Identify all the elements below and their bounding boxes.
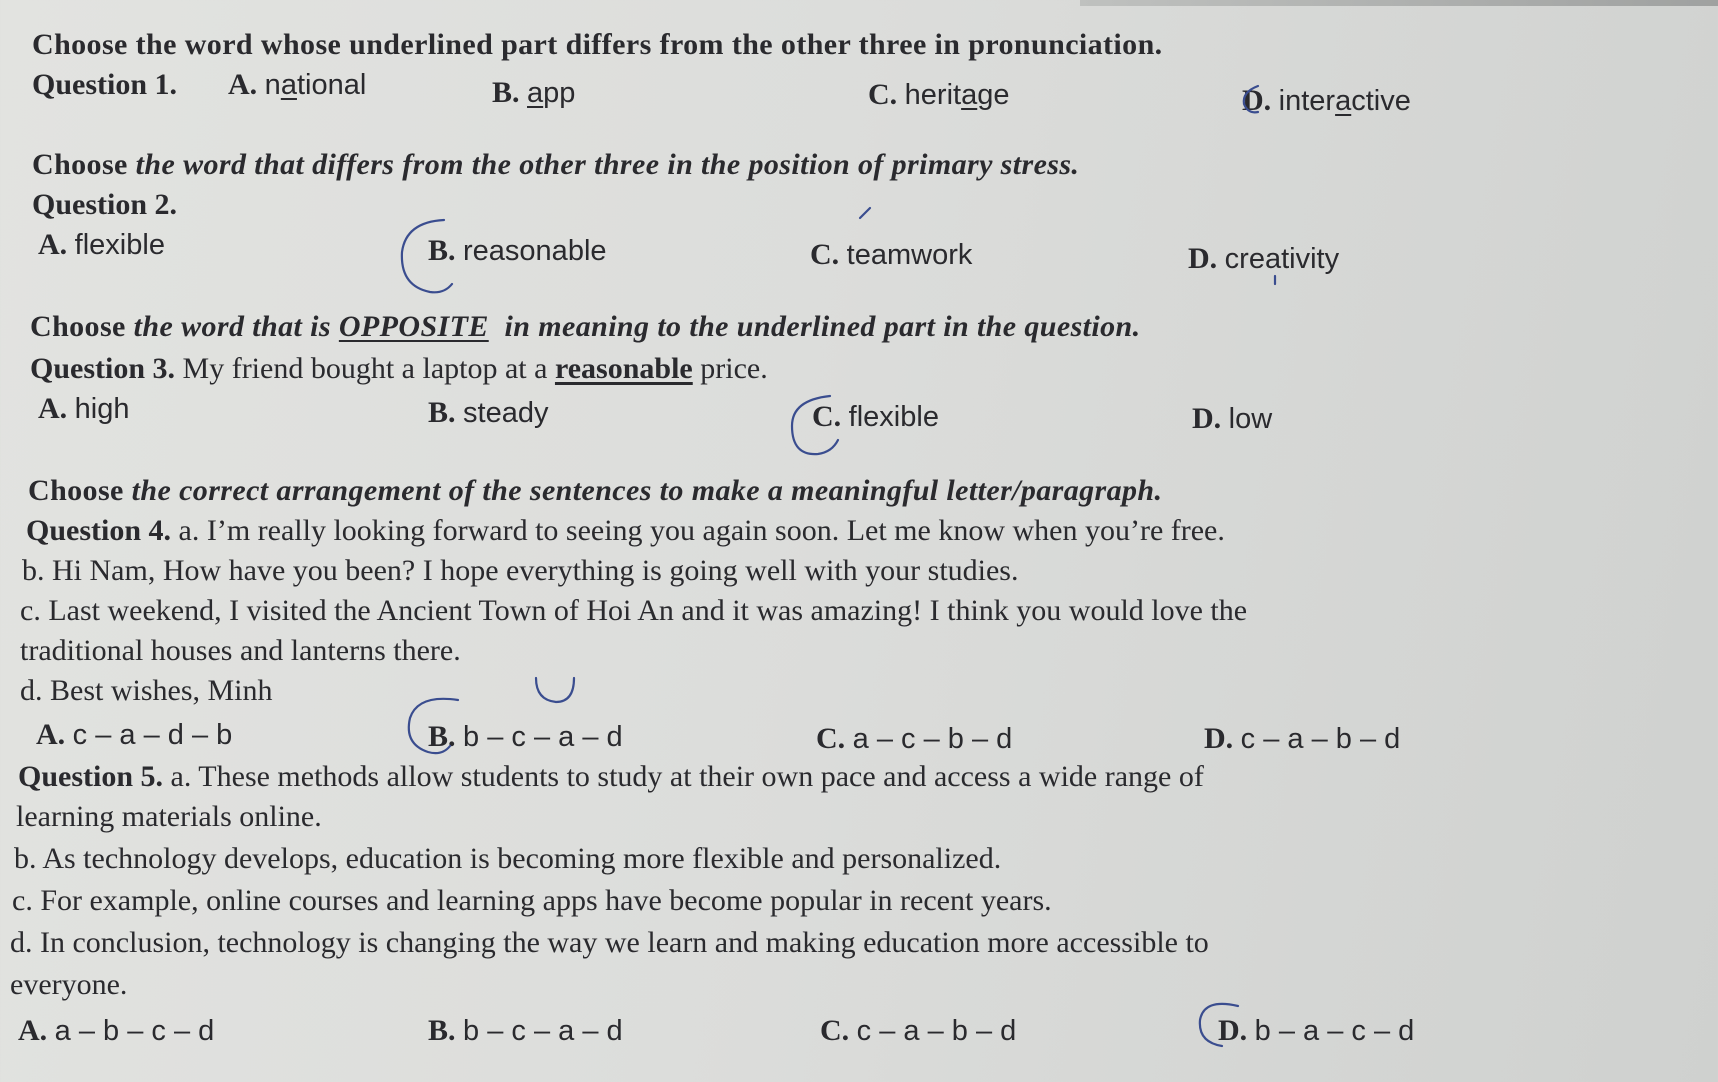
q2-option-a: A. flexible	[38, 228, 165, 261]
section2-instruction: Choose the word that differs from the other three in the position of primary stress.	[32, 148, 1080, 181]
q4-line-b: b. Hi Nam, How have you been? I hope everything is going well with your studies.	[22, 554, 1019, 587]
q1-label: Question 1.	[32, 68, 178, 101]
q1-option-a: A. national	[228, 68, 367, 101]
q5-line-a1: Question 5. a. These methods allow students to study at their own pace and access a wide range of	[18, 760, 1204, 793]
answer-check-q4	[536, 678, 574, 702]
q5-option-d: D. b – a – c – d	[1218, 1014, 1415, 1047]
q4-option-d: D. c – a – b – d	[1204, 722, 1401, 755]
q4-line-d: d. Best wishes, Minh	[20, 674, 273, 707]
q2-option-d: D. creativity	[1188, 242, 1340, 275]
paper-edge	[1080, 0, 1718, 6]
q1-option-c: C. heritage	[868, 78, 1010, 111]
q2-option-b: B. reasonable	[428, 234, 607, 267]
q3-option-d: D. low	[1192, 402, 1273, 435]
q2-label: Question 2.	[32, 188, 178, 221]
section4-instruction: Choose the correct arrangement of the sentences to make a meaningful letter/paragraph.	[28, 474, 1163, 507]
q5-option-b: B. b – c – a – d	[428, 1014, 623, 1047]
stress-tick-q2-b	[860, 208, 870, 218]
q3-option-b: B. steady	[428, 396, 549, 429]
q1-option-b: B. app	[492, 76, 576, 109]
q4-line-c2: traditional houses and lanterns there.	[20, 634, 461, 667]
q3-option-a: A. high	[38, 392, 130, 425]
q4-line-a: Question 4. a. I’m really looking forward to seeing you again soon. Let me know when you’re free.	[26, 514, 1225, 547]
q3-option-c: C. flexible	[812, 400, 939, 433]
section1-instruction: Choose the word whose underlined part differs from the other three in pronunciation.	[32, 28, 1163, 61]
q4-line-c1: c. Last weekend, I visited the Ancient Town of Hoi An and it was amazing! I think you would love the	[20, 594, 1248, 627]
q4-option-a: A. c – a – d – b	[36, 718, 233, 751]
q4-option-c: C. a – c – b – d	[816, 722, 1013, 755]
q4-option-b: B. b – c – a – d	[428, 720, 623, 753]
q3-stem: Question 3. My friend bought a laptop at a reasonable price.	[30, 352, 768, 385]
q5-line-d2: everyone.	[10, 968, 128, 1001]
q5-line-d1: d. In conclusion, technology is changing the way we learn and making education more accessible to	[10, 926, 1209, 959]
q5-option-a: A. a – b – c – d	[18, 1014, 215, 1047]
q5-option-c: C. c – a – b – d	[820, 1014, 1017, 1047]
q5-line-a2: learning materials online.	[16, 800, 322, 833]
q1-option-d: D. interactive	[1242, 84, 1411, 117]
section3-instruction: Choose the word that is OPPOSITE in meaning to the underlined part in the question.	[30, 310, 1141, 343]
q5-line-b: b. As technology develops, education is becoming more flexible and personalized.	[14, 842, 1002, 875]
q5-line-c: c. For example, online courses and learning apps have become popular in recent years.	[12, 884, 1052, 917]
q2-option-c: C. teamwork	[810, 238, 973, 271]
